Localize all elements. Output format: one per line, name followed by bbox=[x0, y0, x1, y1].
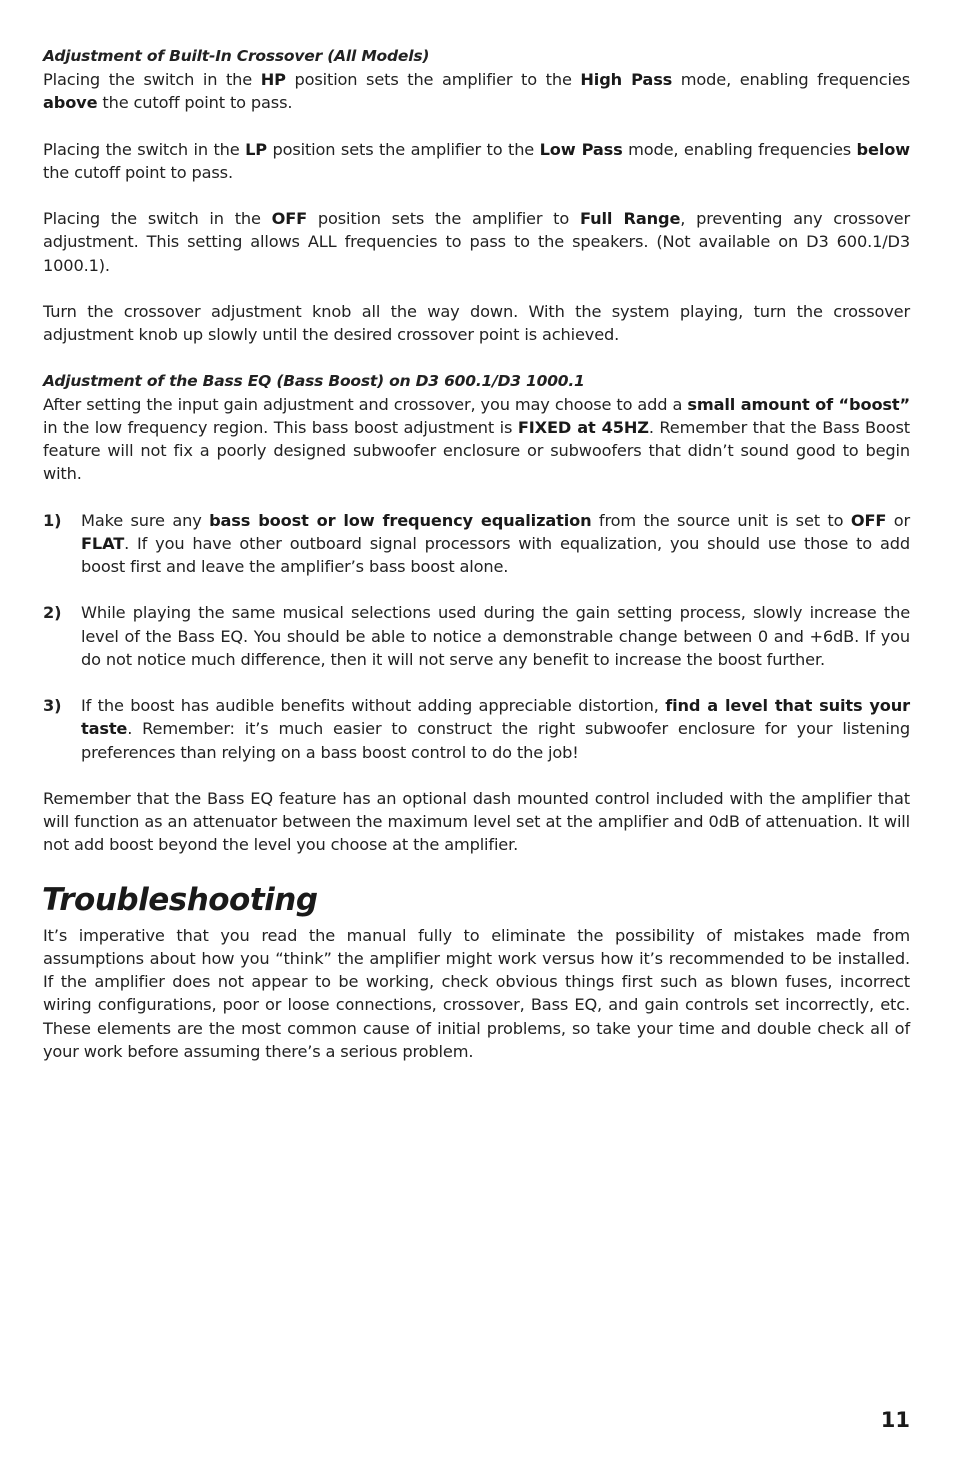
crossover-knob-paragraph bbox=[43, 300, 910, 346]
text-run: or bbox=[886, 510, 911, 530]
text-run: Remember that the Bass EQ feature has an optional dash mounted control included with the amplifier that will function as an attenuator between the maximum level set at the amplifier and 0dB of attenuation. It will not add boost beyond the level you choose at the amplifier. bbox=[43, 788, 910, 855]
bold-text: FIXED at 45HZ bbox=[517, 417, 649, 437]
bold-text: below bbox=[856, 139, 910, 159]
bold-text: FLAT bbox=[81, 533, 125, 553]
bold-text: OFF bbox=[271, 209, 308, 229]
step-text bbox=[81, 601, 910, 671]
text-run: . If you have other outboard signal processors with equalization, you should use those to add boost first and leave the amplifier’s bass boost alone. bbox=[81, 533, 910, 576]
bold-text: Full Range bbox=[579, 209, 681, 229]
troubleshooting-title: Troubleshooting bbox=[42, 881, 318, 918]
step-number: 1) bbox=[43, 510, 62, 530]
text-run: in the low frequency region. This bass boost adjustment is bbox=[43, 417, 518, 437]
bold-text: above bbox=[43, 93, 98, 113]
step-number: 3) bbox=[43, 696, 62, 716]
text-run: Placing the switch in the bbox=[43, 70, 261, 89]
text-run: If the boost has audible benefits without adding appreciable distortion, bbox=[81, 696, 666, 716]
text-run: Placing the switch in the bbox=[43, 209, 272, 229]
text-run: position sets the amplifier to bbox=[307, 209, 580, 229]
bold-text: bass boost or low frequency equalization bbox=[209, 510, 592, 530]
bold-text: OFF bbox=[850, 510, 887, 530]
bold-text: small amount of “boost” bbox=[687, 394, 910, 414]
step-3 bbox=[43, 694, 910, 764]
text-run: from the source unit is set to bbox=[591, 510, 851, 530]
text-run: Make sure any bbox=[81, 510, 210, 530]
text-run: the cutoff point to pass. bbox=[43, 162, 233, 182]
bold-text: find a level that suits your taste bbox=[81, 696, 910, 739]
bold-text: HP bbox=[260, 70, 286, 89]
text-run: While playing the same musical selections used during the gain setting process, slowly increase the level of the Bass EQ. You should be able to notice a demonstrable change between 0 and +6dB. If you do not notice much difference, then it will not serve any benefit to increase the boost further. bbox=[81, 603, 910, 669]
text-run: position sets the amplifier to the bbox=[285, 70, 581, 89]
text-run: the cutoff point to pass. bbox=[97, 93, 293, 113]
hp-paragraph bbox=[43, 68, 910, 114]
text-run: , preventing any crossover adjustment. This setting allows ALL frequencies to pass to the speakers. (Not available on D3 600.1/D3 1000.1). bbox=[43, 209, 910, 275]
bass-eq-heading: Adjustment of the Bass EQ (Bass Boost) on D3 600.1/D3 1000.1 bbox=[43, 371, 585, 390]
step-text bbox=[81, 509, 910, 579]
step-1 bbox=[43, 509, 910, 579]
text-run: . Remember that the Bass Boost feature will not fix a poorly designed subwoofer enclosure or subwoofers that didn’t sound good to begin with. bbox=[43, 417, 910, 484]
step-number: 2) bbox=[43, 603, 62, 623]
text-run: mode, enabling frequencies bbox=[672, 70, 910, 89]
bass-eq-intro-paragraph bbox=[43, 393, 910, 486]
bold-text: High Pass bbox=[580, 70, 673, 89]
bold-text: Low Pass bbox=[539, 139, 623, 159]
troubleshooting-paragraph bbox=[43, 924, 910, 1063]
off-paragraph bbox=[43, 207, 910, 277]
text-run: It’s imperative that you read the manual fully to eliminate the possibility of mistakes made from assumptions about how you “think” the amplifier might work versus how it’s recommended to be installed. If the amplifier does not appear to be working, check obvious things first such as blown fuses, incorrect wiring configurations, poor or loose connections, crossover, Bass EQ, and gain controls set incorrectly, etc. These elements are the most common cause of initial problems, so take your time and double check all of your work before assuming there’s a serious problem. bbox=[43, 925, 910, 1061]
text-run: position sets the amplifier to the bbox=[266, 139, 540, 159]
text-run: Placing the switch in the bbox=[43, 139, 246, 159]
lp-paragraph bbox=[43, 138, 910, 184]
page-number: 11 bbox=[880, 1408, 910, 1432]
text-run: Turn the crossover adjustment knob all the way down. With the system playing, turn the crossover adjustment knob up slowly until the desired crossover point is achieved. bbox=[43, 301, 910, 345]
bold-text: LP bbox=[245, 139, 267, 159]
text-run: After setting the input gain adjustment and crossover, you may choose to add a bbox=[43, 394, 688, 414]
manual-page bbox=[43, 45, 910, 1086]
text-run: mode, enabling frequencies bbox=[622, 139, 857, 159]
step-text bbox=[81, 694, 910, 764]
bass-eq-closing-paragraph bbox=[43, 787, 910, 857]
text-run: . Remember: it’s much easier to construct the right subwoofer enclosure for your listening preferences than relying on a bass boost control to do the job! bbox=[81, 719, 910, 762]
crossover-heading: Adjustment of Built-In Crossover (All Models) bbox=[43, 47, 430, 65]
step-2 bbox=[43, 601, 910, 671]
